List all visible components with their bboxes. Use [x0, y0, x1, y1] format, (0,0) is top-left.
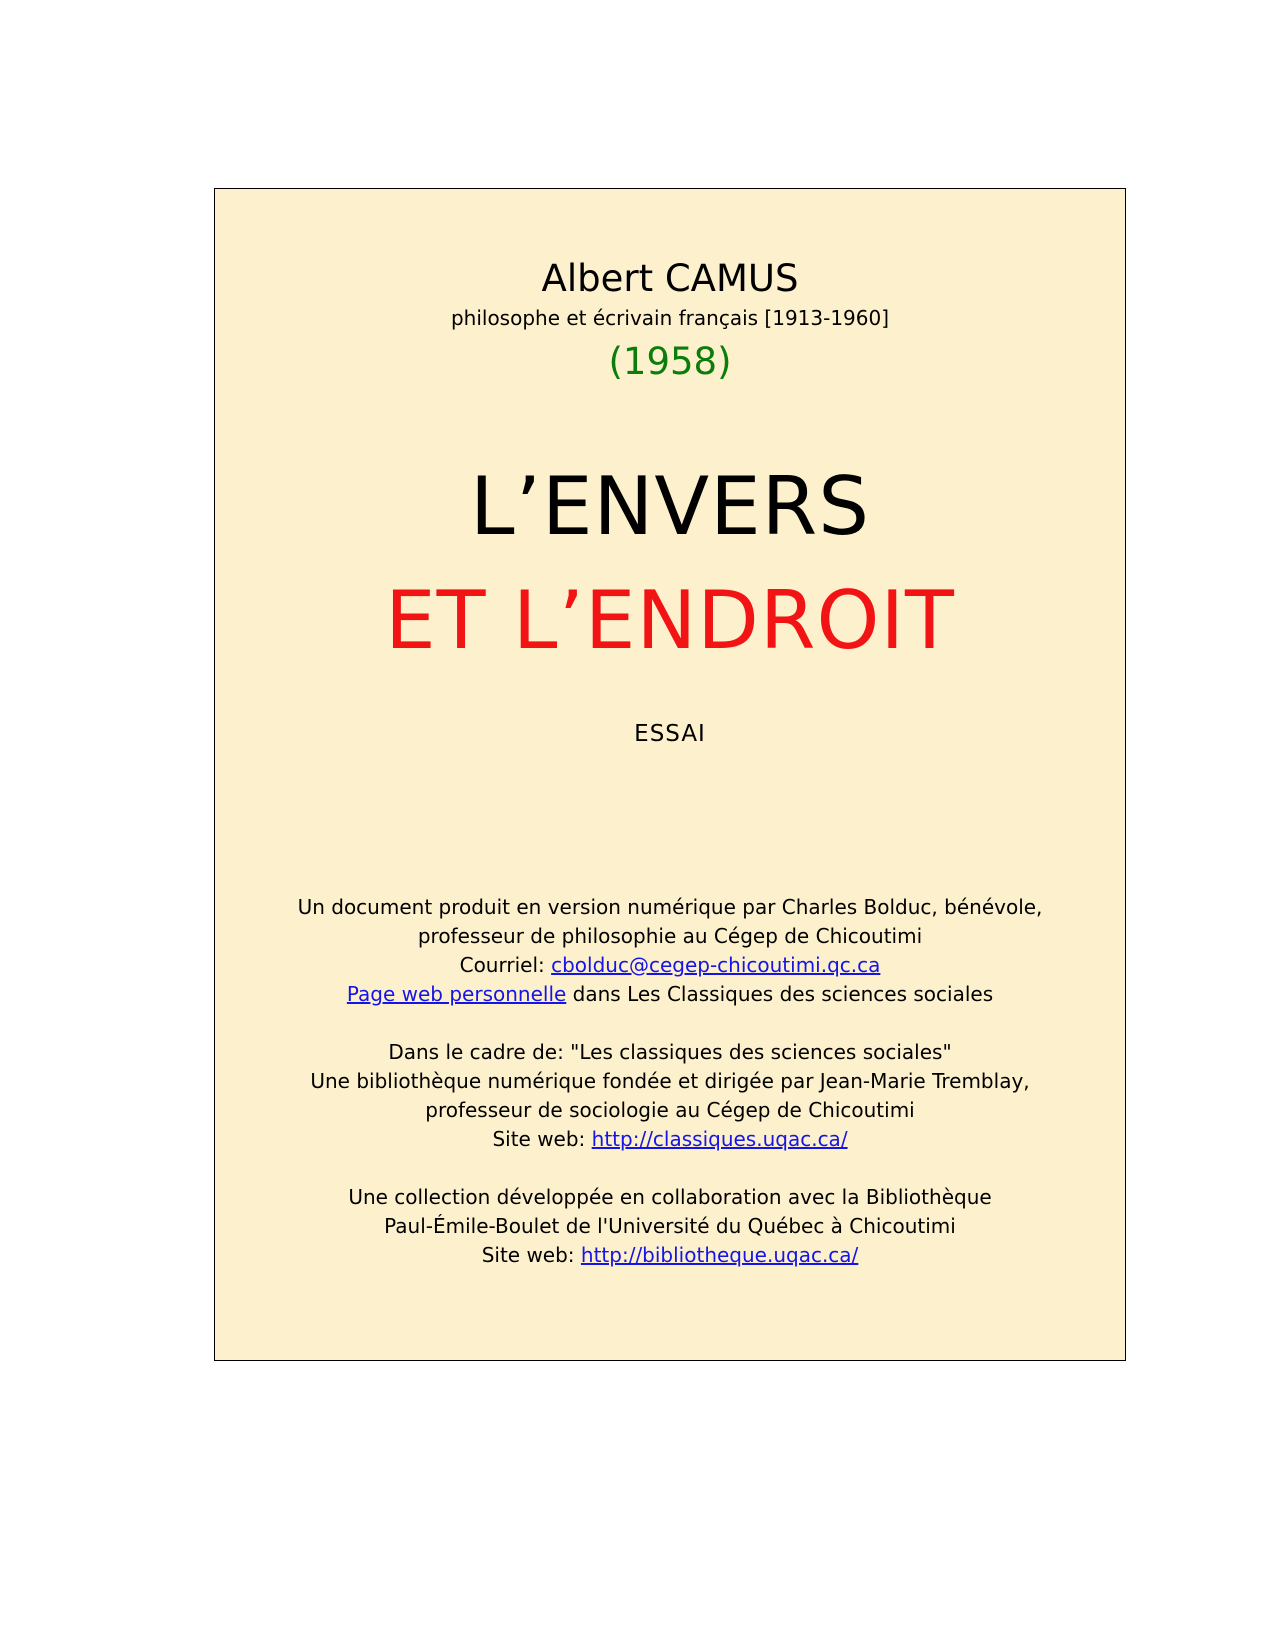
personal-page-line — [215, 980, 1125, 1009]
site-label: Site web: — [492, 1127, 592, 1151]
credits-block — [215, 893, 1125, 1270]
book-title-line1: L’ENVERS — [469, 460, 871, 553]
book-title-line2: ET L’ENDROIT — [385, 574, 955, 667]
genre-label: ESSAI — [634, 721, 706, 747]
site-label: Site web: — [481, 1243, 581, 1267]
library-founder-line: Une bibliothèque numérique fondée et dirigée par Jean-Marie Tremblay, — [310, 1069, 1030, 1093]
library-name-line: Paul-Émile-Boulet de l'Université du Québec à Chicoutimi — [384, 1214, 956, 1238]
cover-page — [214, 188, 1126, 1361]
classiques-site-line — [215, 1125, 1125, 1154]
bibliotheque-site-link[interactable]: http://bibliotheque.uqac.ca/ — [580, 1243, 859, 1267]
producer-role-line: professeur de philosophie au Cégep de Chicoutimi — [417, 924, 923, 948]
collaboration-line: Une collection développée en collaboration avec la Bibliothèque — [348, 1185, 992, 1209]
classiques-site-link[interactable]: http://classiques.uqac.ca/ — [591, 1127, 848, 1151]
producer-line: Un document produit en version numérique par Charles Bolduc, bénévole, — [297, 895, 1043, 919]
personal-page-suffix: dans Les Classiques des sciences sociales — [566, 982, 994, 1006]
author-name: Albert CAMUS — [541, 257, 799, 300]
email-link[interactable]: cbolduc@cegep-chicoutimi.qc.ca — [551, 953, 881, 977]
email-line — [215, 951, 1125, 980]
publication-year: (1958) — [608, 340, 732, 383]
author-description: philosophe et écrivain français [1913-1960] — [450, 306, 890, 330]
email-label: Courriel: — [459, 953, 552, 977]
personal-page-link[interactable]: Page web personnelle — [346, 982, 567, 1006]
spacer — [215, 1009, 1125, 1038]
spacer — [215, 1154, 1125, 1183]
founder-role-line: professeur de sociologie au Cégep de Chicoutimi — [425, 1098, 915, 1122]
bibliotheque-site-line — [215, 1241, 1125, 1270]
framework-line: Dans le cadre de: "Les classiques des sciences sociales" — [388, 1040, 952, 1064]
